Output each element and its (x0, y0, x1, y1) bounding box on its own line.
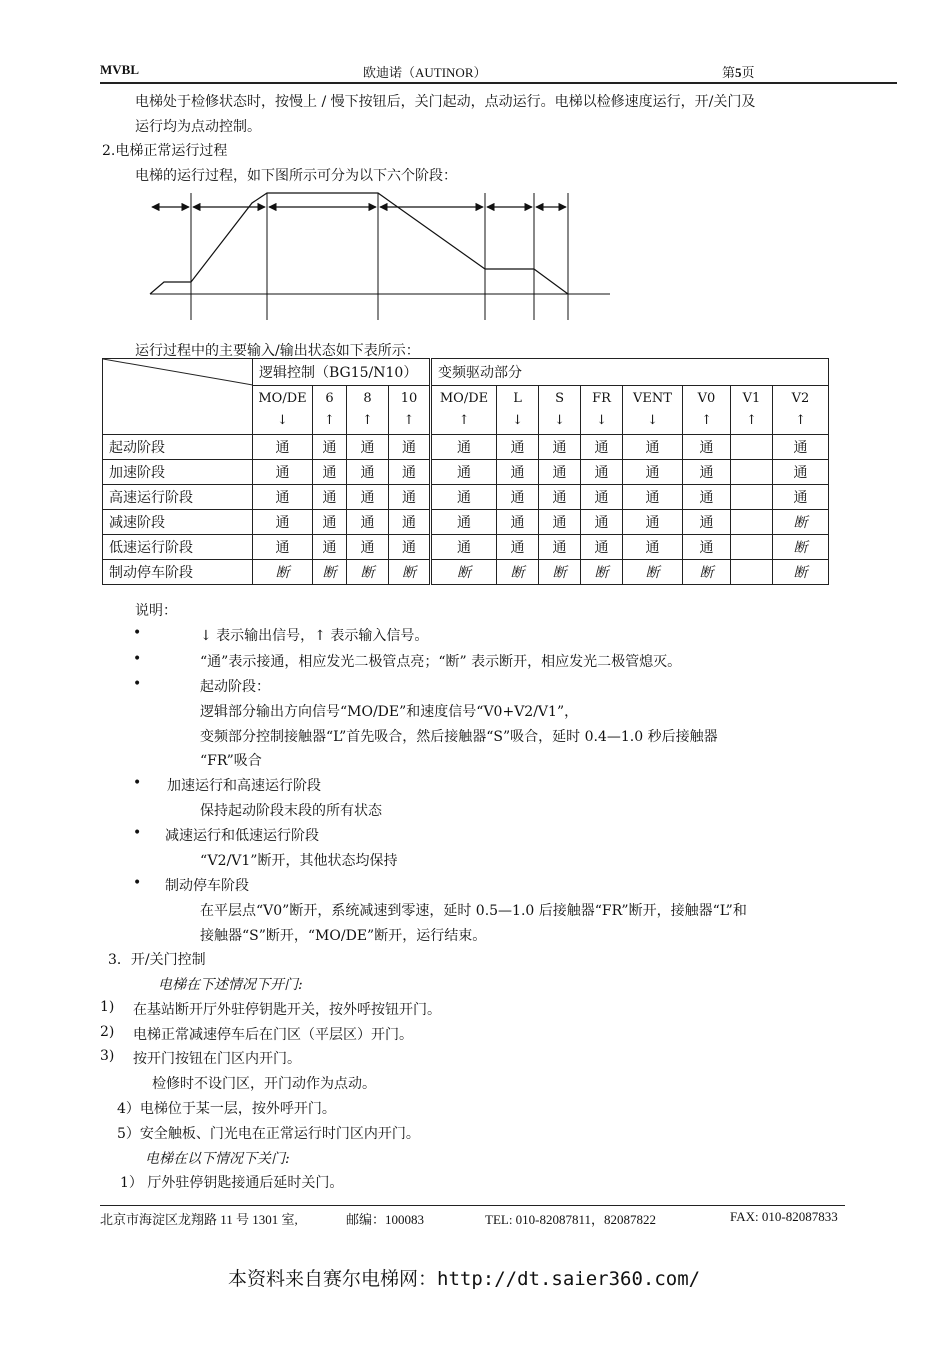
col-header: V2 ↑ (773, 386, 829, 435)
state-cell (731, 510, 773, 535)
note-start-line-1: 逻辑部分输出方向信号“MO/DE”和速度信号“V0+V2/V1”， (200, 704, 579, 720)
open-item-3-num: 3) (100, 1048, 115, 1064)
note-legend-on-off: “通”表示接通，相应发光二极管点亮；“断” 表示断开，相应发光二极管熄灭。 (200, 654, 682, 670)
stage-label: 高速运行阶段 (103, 485, 253, 510)
open-item-2-num: 2) (100, 1024, 115, 1040)
state-cell: 通 (539, 510, 581, 535)
state-cell: 通 (431, 535, 497, 560)
corner-cell (103, 359, 253, 435)
state-cell: 断 (539, 560, 581, 585)
state-cell: 通 (431, 435, 497, 460)
col-header: S ↓ (539, 386, 581, 435)
state-cell: 通 (623, 460, 683, 485)
state-cell: 通 (431, 460, 497, 485)
state-cell: 通 (623, 535, 683, 560)
bullet-dot: • (133, 676, 142, 692)
table-row (103, 485, 829, 510)
col-header: MO/DE ↑ (431, 386, 497, 435)
state-cell: 通 (389, 535, 431, 560)
state-cell: 通 (389, 435, 431, 460)
note-legend-arrows: ↓ 表示输出信号，↑ 表示输入信号。 (200, 628, 429, 644)
state-cell: 断 (773, 510, 829, 535)
state-cell: 通 (347, 435, 389, 460)
notes-title: 说明： (135, 603, 177, 619)
state-cell: 断 (313, 560, 347, 585)
state-cell: 通 (347, 510, 389, 535)
state-cell: 通 (539, 535, 581, 560)
table-row (103, 460, 829, 485)
intro-line-2: 运行均为点动控制。 (135, 119, 261, 135)
page-suffix: 页 (741, 65, 755, 80)
open-item-1-num: 1) (100, 999, 115, 1015)
state-cell: 通 (389, 485, 431, 510)
state-cell: 通 (313, 460, 347, 485)
close-item-1: 1） 厅外驻停钥匙接通后延时关门。 (120, 1175, 344, 1191)
state-cell: 通 (623, 485, 683, 510)
section2-title: 2.电梯正常运行过程 (102, 143, 228, 159)
state-cell: 通 (313, 485, 347, 510)
state-cell: 通 (683, 510, 731, 535)
state-cell: 通 (539, 460, 581, 485)
state-cell: 断 (347, 560, 389, 585)
state-cell: 通 (253, 535, 313, 560)
state-cell: 断 (773, 535, 829, 560)
note-start-title: 起动阶段： (200, 679, 270, 695)
state-cell: 通 (253, 510, 313, 535)
note-accel-title: 加速运行和高速运行阶段 (167, 778, 321, 794)
col-header: 8 ↑ (347, 386, 389, 435)
col-header: 10 ↑ (389, 386, 431, 435)
intro-line-1: 电梯处于检修状态时，按慢上 / 慢下按钮后，关门起动，点动运行。电梯以检修速度运行，开/关门及 (135, 94, 756, 110)
state-cell: 通 (683, 485, 731, 510)
state-cell: 通 (683, 435, 731, 460)
state-cell: 通 (581, 510, 623, 535)
close-heading: 电梯在以下情况下关门: (145, 1151, 290, 1167)
state-cell: 通 (431, 510, 497, 535)
state-cell: 通 (683, 535, 731, 560)
table-caption: 运行过程中的主要输入/输出状态如下表所示： (135, 343, 420, 359)
col-header: FR ↓ (581, 386, 623, 435)
state-cell: 通 (581, 435, 623, 460)
state-cell: 通 (773, 485, 829, 510)
note-brake-title: 制动停车阶段 (165, 878, 249, 894)
section3-title: 3．开/关门控制 (108, 952, 206, 968)
bullet-dot: • (133, 875, 142, 891)
state-cell: 通 (497, 535, 539, 560)
table-row (103, 510, 829, 535)
open-heading: 电梯在下述情况下开门: (158, 977, 303, 993)
header-page (722, 62, 755, 81)
bullet-dot: • (133, 651, 142, 667)
note-decel-title: 减速运行和低速运行阶段 (165, 828, 319, 844)
open-item-3-note: 检修时不设门区，开门动作为点动。 (152, 1076, 376, 1092)
header-rule (100, 82, 897, 84)
state-cell: 通 (347, 535, 389, 560)
state-cell: 通 (623, 510, 683, 535)
footer-address: 北京市海淀区龙翔路 11 号 1301 室, (100, 1212, 298, 1227)
state-cell: 通 (773, 435, 829, 460)
col-header: V0 ↑ (683, 386, 731, 435)
note-decel-line-1: “V2/V1”断开，其他状态均保持 (200, 853, 398, 869)
table-group-row (103, 359, 829, 386)
state-cell: 通 (539, 435, 581, 460)
corner-diagonal (103, 359, 253, 435)
group-logic-control: 逻辑控制（BG15/N10） (253, 359, 431, 386)
stage-label: 制动停车阶段 (103, 560, 253, 585)
table-body (103, 435, 829, 585)
state-cell: 通 (347, 485, 389, 510)
group-drive: 变频驱动部分 (431, 359, 829, 386)
state-cell: 通 (253, 460, 313, 485)
state-cell (731, 460, 773, 485)
speed-profile-diagram (140, 185, 620, 325)
state-cell: 断 (683, 560, 731, 585)
state-cell: 断 (253, 560, 313, 585)
note-brake-line-2: 接触器“S”断开，“MO/DE”断开，运行结束。 (200, 928, 487, 944)
state-cell: 断 (497, 560, 539, 585)
footer-fax: FAX: 010-82087833 (730, 1209, 838, 1224)
bullet-dot: • (133, 625, 142, 641)
header-center: 欧迪诺（AUTINOR） (363, 65, 487, 80)
state-cell: 通 (539, 485, 581, 510)
bullet-dot: • (133, 775, 142, 791)
state-cell: 通 (389, 460, 431, 485)
state-cell: 通 (347, 460, 389, 485)
col-header: L ↓ (497, 386, 539, 435)
open-item-4: 4）电梯位于某一层，按外呼开门。 (117, 1101, 336, 1117)
state-cell: 通 (581, 460, 623, 485)
state-cell: 断 (623, 560, 683, 585)
state-cell: 通 (253, 485, 313, 510)
speed-curve (150, 193, 568, 294)
stage-label: 低速运行阶段 (103, 535, 253, 560)
col-header: 6 ↑ (313, 386, 347, 435)
page-number: 5 (735, 65, 742, 80)
note-start-line-2: 变频部分控制接触器“L”首先吸合，然后接触器“S”吸合，延时 0.4—1.0 秒后接触器 (200, 729, 718, 745)
section2-desc: 电梯的运行过程，如下图所示可分为以下六个阶段： (135, 168, 457, 184)
col-header: V1 ↑ (731, 386, 773, 435)
col-header: MO/DE ↓ (253, 386, 313, 435)
note-brake-line-1: 在平层点“V0”断开，系统减速到零速，延时 0.5—1.0 后接触器“FR”断开，接触器“L”和 (200, 903, 747, 919)
state-cell: 通 (497, 435, 539, 460)
state-cell: 通 (773, 460, 829, 485)
state-cell: 断 (389, 560, 431, 585)
state-cell: 通 (313, 535, 347, 560)
state-cell: 通 (497, 510, 539, 535)
col-header: VENT ↓ (623, 386, 683, 435)
open-item-1: 在基站断开厅外驻停钥匙开关，按外呼按钮开门。 (133, 1002, 441, 1018)
state-cell: 通 (497, 460, 539, 485)
state-cell: 断 (581, 560, 623, 585)
state-cell: 通 (431, 485, 497, 510)
note-start-line-3: “FR”吸合 (200, 753, 262, 769)
state-cell: 通 (581, 485, 623, 510)
source-line: 本资料来自赛尔电梯网：http://dt.saier360.com/ (228, 1268, 701, 1290)
state-cell: 通 (623, 435, 683, 460)
state-cell: 通 (313, 435, 347, 460)
state-cell: 断 (431, 560, 497, 585)
open-item-5: 5）安全触板、门光电在正常运行时门区内开门。 (117, 1126, 420, 1142)
stage-label: 起动阶段 (103, 435, 253, 460)
state-cell: 通 (253, 435, 313, 460)
open-item-3: 按开门按钮在门区内开门。 (133, 1051, 301, 1067)
header-left: MVBL (100, 62, 139, 77)
state-cell (731, 560, 773, 585)
state-cell: 通 (581, 535, 623, 560)
table-row (103, 435, 829, 460)
stage-boundaries (191, 193, 568, 320)
open-item-2: 电梯正常减速停车后在门区（平层区）开门。 (133, 1027, 413, 1043)
state-cell: 通 (313, 510, 347, 535)
note-accel-line-1: 保持起动阶段末段的所有状态 (200, 803, 382, 819)
table-row (103, 535, 829, 560)
footer-rule (100, 1205, 845, 1206)
state-cell: 通 (389, 510, 431, 535)
state-cell: 断 (773, 560, 829, 585)
table-row (103, 560, 829, 585)
footer-tel: TEL: 010-82087811，82087822 (485, 1212, 657, 1227)
state-cell: 通 (497, 485, 539, 510)
stage-label: 减速阶段 (103, 510, 253, 535)
state-cell (731, 435, 773, 460)
state-cell (731, 485, 773, 510)
page-prefix: 第 (722, 65, 736, 80)
state-cell (731, 535, 773, 560)
bullet-dot: • (133, 825, 142, 841)
footer-postcode: 邮编：100083 (346, 1212, 425, 1227)
state-cell: 通 (683, 460, 731, 485)
io-status-table (102, 358, 829, 585)
stage-label: 加速阶段 (103, 460, 253, 485)
